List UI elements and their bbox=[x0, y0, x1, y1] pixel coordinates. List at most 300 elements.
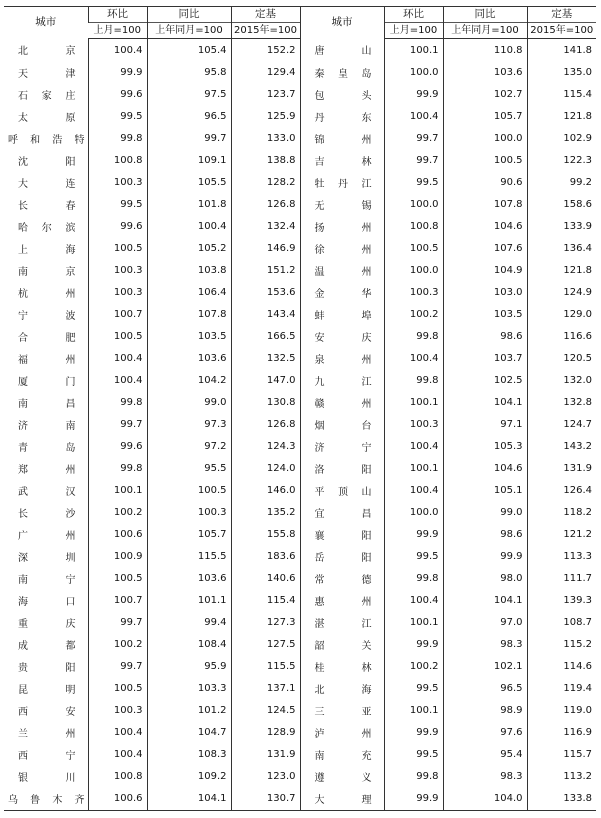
city-name-cell: 扬州 bbox=[300, 215, 384, 237]
yoy-index-cell: 103.5 bbox=[443, 303, 527, 325]
city-name-cell: 大连 bbox=[18, 178, 76, 190]
yoy-index-cell: 103.6 bbox=[147, 567, 231, 589]
mom-index-cell: 100.9 bbox=[88, 545, 147, 567]
yoy-index-cell: 95.5 bbox=[147, 457, 231, 479]
base-index-cell: 136.4 bbox=[527, 237, 596, 259]
city-name-cell: 南昌 bbox=[18, 398, 76, 410]
city-name-cell: 烟台 bbox=[300, 413, 384, 435]
base-index-cell: 135.0 bbox=[527, 61, 596, 83]
yoy-index-cell: 107.8 bbox=[147, 303, 231, 325]
base-index-cell: 121.8 bbox=[527, 259, 596, 281]
yoy-index-cell: 98.6 bbox=[443, 523, 527, 545]
city-name-cell: 成都 bbox=[18, 640, 76, 652]
mom-column-header-left: 环比 bbox=[88, 7, 147, 23]
yoy-index-cell: 100.0 bbox=[443, 127, 527, 149]
base-index-cell: 123.0 bbox=[231, 765, 300, 787]
base-index-cell: 131.9 bbox=[231, 743, 300, 765]
mom-index-cell: 100.1 bbox=[384, 39, 443, 62]
mom-index-cell: 99.9 bbox=[384, 633, 443, 655]
yoy-index-cell: 97.6 bbox=[443, 721, 527, 743]
mom-index-cell: 99.8 bbox=[384, 325, 443, 347]
table-row bbox=[4, 787, 596, 811]
base-index-cell: 166.5 bbox=[231, 325, 300, 347]
base-index-cell: 111.7 bbox=[527, 567, 596, 589]
table-row bbox=[4, 171, 596, 193]
city-name-cell: 长沙 bbox=[18, 508, 76, 520]
table-row bbox=[4, 413, 596, 435]
city-name-cell: 丹东 bbox=[300, 105, 384, 127]
mom-index-cell: 100.3 bbox=[88, 259, 147, 281]
mom-index-cell: 99.6 bbox=[88, 83, 147, 105]
base-index-cell: 146.9 bbox=[231, 237, 300, 259]
yoy-index-cell: 99.7 bbox=[147, 127, 231, 149]
yoy-base-label-left: 上年同月=100 bbox=[147, 23, 231, 39]
yoy-index-cell: 102.7 bbox=[443, 83, 527, 105]
base-index-cell: 115.2 bbox=[527, 633, 596, 655]
table-row bbox=[4, 435, 596, 457]
mom-index-cell: 100.4 bbox=[384, 347, 443, 369]
base-index-cell: 147.0 bbox=[231, 369, 300, 391]
table-row bbox=[4, 193, 596, 215]
yoy-index-cell: 106.4 bbox=[147, 281, 231, 303]
table-row bbox=[4, 61, 596, 83]
mom-base-label-left: 上月=100 bbox=[88, 23, 147, 39]
table-row bbox=[4, 633, 596, 655]
table-row bbox=[4, 523, 596, 545]
mom-index-cell: 99.9 bbox=[88, 61, 147, 83]
mom-index-cell: 99.8 bbox=[384, 369, 443, 391]
base-index-cell: 126.8 bbox=[231, 413, 300, 435]
base-index-cell: 124.7 bbox=[527, 413, 596, 435]
table-row bbox=[4, 105, 596, 127]
base-index-cell: 124.9 bbox=[527, 281, 596, 303]
base-index-cell: 130.7 bbox=[231, 787, 300, 811]
mom-index-cell: 100.8 bbox=[88, 149, 147, 171]
city-name-cell: 济南 bbox=[18, 420, 76, 432]
city-name-cell: 宁波 bbox=[18, 310, 76, 322]
base-index-cell: 155.8 bbox=[231, 523, 300, 545]
base-index-cell: 114.6 bbox=[527, 655, 596, 677]
city-name-cell: 西宁 bbox=[18, 750, 76, 762]
base-index-cell: 116.6 bbox=[527, 325, 596, 347]
base-index-cell: 141.8 bbox=[527, 39, 596, 62]
yoy-index-cell: 100.4 bbox=[147, 215, 231, 237]
table-row bbox=[4, 611, 596, 633]
base-index-cell: 151.2 bbox=[231, 259, 300, 281]
mom-index-cell: 100.4 bbox=[88, 721, 147, 743]
table-row bbox=[4, 457, 596, 479]
city-name-cell: 西安 bbox=[18, 706, 76, 718]
city-name-cell: 温州 bbox=[300, 259, 384, 281]
mom-index-cell: 99.7 bbox=[384, 127, 443, 149]
yoy-index-cell: 98.3 bbox=[443, 633, 527, 655]
base-index-cell: 133.9 bbox=[527, 215, 596, 237]
mom-index-cell: 99.9 bbox=[384, 523, 443, 545]
base-index-cell: 119.4 bbox=[527, 677, 596, 699]
city-name-cell: 乌鲁木齐 bbox=[4, 787, 88, 811]
yoy-index-cell: 105.7 bbox=[443, 105, 527, 127]
base-index-cell: 128.2 bbox=[231, 171, 300, 193]
city-name-cell: 吉林 bbox=[300, 149, 384, 171]
base-index-cell: 127.5 bbox=[231, 633, 300, 655]
base-index-cell: 120.5 bbox=[527, 347, 596, 369]
mom-index-cell: 100.1 bbox=[384, 391, 443, 413]
yoy-index-cell: 98.9 bbox=[443, 699, 527, 721]
yoy-index-cell: 107.6 bbox=[443, 237, 527, 259]
city-column-header-right: 城市 bbox=[300, 7, 384, 39]
mom-index-cell: 100.2 bbox=[384, 655, 443, 677]
city-column-header-left: 城市 bbox=[4, 7, 88, 39]
yoy-index-cell: 109.2 bbox=[147, 765, 231, 787]
city-name-cell: 锦州 bbox=[300, 127, 384, 149]
city-name-cell: 韶关 bbox=[300, 633, 384, 655]
yoy-index-cell: 103.0 bbox=[443, 281, 527, 303]
city-name-cell: 包头 bbox=[300, 83, 384, 105]
city-name-cell: 桂林 bbox=[300, 655, 384, 677]
mom-index-cell: 99.5 bbox=[384, 677, 443, 699]
table-row bbox=[4, 391, 596, 413]
base-index-cell: 133.8 bbox=[527, 787, 596, 811]
yoy-index-cell: 104.0 bbox=[443, 787, 527, 811]
table-row bbox=[4, 83, 596, 105]
mom-index-cell: 100.4 bbox=[384, 105, 443, 127]
yoy-index-cell: 105.5 bbox=[147, 171, 231, 193]
mom-index-cell: 100.6 bbox=[88, 787, 147, 811]
base-index-cell: 143.2 bbox=[527, 435, 596, 457]
base-index-cell: 133.0 bbox=[231, 127, 300, 149]
base-index-cell: 132.8 bbox=[527, 391, 596, 413]
base-index-cell: 138.8 bbox=[231, 149, 300, 171]
mom-index-cell: 99.5 bbox=[88, 193, 147, 215]
table-header bbox=[4, 7, 596, 39]
yoy-index-cell: 104.1 bbox=[443, 391, 527, 413]
city-name-cell: 湛江 bbox=[300, 611, 384, 633]
yoy-index-cell: 104.7 bbox=[147, 721, 231, 743]
table-row bbox=[4, 215, 596, 237]
mom-index-cell: 100.7 bbox=[88, 589, 147, 611]
mom-index-cell: 100.4 bbox=[88, 743, 147, 765]
city-name-cell: 天津 bbox=[18, 68, 76, 80]
city-name-cell: 遵义 bbox=[300, 765, 384, 787]
base-column-header-left: 定基 bbox=[231, 7, 300, 23]
yoy-index-cell: 105.2 bbox=[147, 237, 231, 259]
mom-index-cell: 100.5 bbox=[384, 237, 443, 259]
yoy-index-cell: 115.5 bbox=[147, 545, 231, 567]
base-index-cell: 122.3 bbox=[527, 149, 596, 171]
city-name-cell: 银川 bbox=[18, 772, 76, 784]
base-index-cell: 116.9 bbox=[527, 721, 596, 743]
city-name-cell: 厦门 bbox=[18, 376, 76, 388]
yoy-index-cell: 103.5 bbox=[147, 325, 231, 347]
yoy-index-cell: 99.4 bbox=[147, 611, 231, 633]
base-index-cell: 125.9 bbox=[231, 105, 300, 127]
city-name-cell: 呼和浩特 bbox=[8, 134, 85, 146]
price-index-table bbox=[4, 6, 596, 811]
city-name-cell: 济宁 bbox=[300, 435, 384, 457]
base-index-cell: 121.8 bbox=[527, 105, 596, 127]
yoy-index-cell: 98.0 bbox=[443, 567, 527, 589]
mom-index-cell: 99.5 bbox=[384, 545, 443, 567]
mom-index-cell: 100.4 bbox=[384, 589, 443, 611]
yoy-index-cell: 99.0 bbox=[147, 391, 231, 413]
yoy-index-cell: 96.5 bbox=[147, 105, 231, 127]
table-row bbox=[4, 501, 596, 523]
city-name-cell: 洛阳 bbox=[300, 457, 384, 479]
base-index-cell: 119.0 bbox=[527, 699, 596, 721]
yoy-index-cell: 98.3 bbox=[443, 765, 527, 787]
mom-index-cell: 100.2 bbox=[88, 633, 147, 655]
city-name-cell: 海口 bbox=[18, 596, 76, 608]
mom-index-cell: 100.5 bbox=[88, 567, 147, 589]
mom-index-cell: 100.2 bbox=[88, 501, 147, 523]
base-index-cell: 115.5 bbox=[231, 655, 300, 677]
base-index-cell: 126.8 bbox=[231, 193, 300, 215]
mom-index-cell: 99.8 bbox=[88, 391, 147, 413]
mom-index-cell: 100.0 bbox=[384, 61, 443, 83]
table-row bbox=[4, 743, 596, 765]
mom-index-cell: 100.5 bbox=[88, 677, 147, 699]
yoy-index-cell: 105.1 bbox=[443, 479, 527, 501]
city-name-cell: 贵阳 bbox=[18, 662, 76, 674]
mom-index-cell: 99.8 bbox=[384, 765, 443, 787]
mom-index-cell: 100.3 bbox=[88, 281, 147, 303]
yoy-column-header-right: 同比 bbox=[443, 7, 527, 23]
mom-index-cell: 100.4 bbox=[88, 347, 147, 369]
city-name-cell: 泸州 bbox=[300, 721, 384, 743]
table-row bbox=[4, 149, 596, 171]
city-name-cell: 福州 bbox=[18, 354, 76, 366]
table-row bbox=[4, 589, 596, 611]
yoy-index-cell: 100.5 bbox=[147, 479, 231, 501]
mom-index-cell: 100.1 bbox=[384, 457, 443, 479]
base-index-cell: 124.5 bbox=[231, 699, 300, 721]
city-name-cell: 石家庄 bbox=[18, 90, 76, 102]
base-base-label-right: 2015年=100 bbox=[527, 23, 596, 39]
table-row bbox=[4, 721, 596, 743]
mom-index-cell: 99.5 bbox=[88, 105, 147, 127]
yoy-index-cell: 108.3 bbox=[147, 743, 231, 765]
base-index-cell: 132.0 bbox=[527, 369, 596, 391]
base-index-cell: 132.5 bbox=[231, 347, 300, 369]
yoy-index-cell: 99.0 bbox=[443, 501, 527, 523]
city-name-cell: 惠州 bbox=[300, 589, 384, 611]
yoy-index-cell: 105.4 bbox=[147, 39, 231, 62]
mom-index-cell: 100.6 bbox=[88, 523, 147, 545]
base-index-cell: 113.2 bbox=[527, 765, 596, 787]
base-index-cell: 126.4 bbox=[527, 479, 596, 501]
mom-index-cell: 100.3 bbox=[384, 413, 443, 435]
city-name-cell: 兰州 bbox=[18, 728, 76, 740]
city-name-cell: 广州 bbox=[18, 530, 76, 542]
table-row bbox=[4, 39, 596, 62]
yoy-index-cell: 101.1 bbox=[147, 589, 231, 611]
base-index-cell: 115.7 bbox=[527, 743, 596, 765]
yoy-index-cell: 97.1 bbox=[443, 413, 527, 435]
yoy-index-cell: 107.8 bbox=[443, 193, 527, 215]
base-index-cell: 124.0 bbox=[231, 457, 300, 479]
mom-index-cell: 99.5 bbox=[384, 743, 443, 765]
base-index-cell: 139.3 bbox=[527, 589, 596, 611]
city-name-cell: 蚌埠 bbox=[300, 303, 384, 325]
mom-index-cell: 99.8 bbox=[88, 127, 147, 149]
yoy-index-cell: 104.6 bbox=[443, 215, 527, 237]
yoy-index-cell: 104.2 bbox=[147, 369, 231, 391]
city-name-cell: 深圳 bbox=[18, 552, 76, 564]
base-column-header-right: 定基 bbox=[527, 7, 596, 23]
city-name-cell: 南京 bbox=[18, 266, 76, 278]
city-name-cell: 九江 bbox=[300, 369, 384, 391]
table-row bbox=[4, 479, 596, 501]
yoy-column-header-left: 同比 bbox=[147, 7, 231, 23]
mom-index-cell: 99.7 bbox=[88, 655, 147, 677]
mom-base-label-right: 上月=100 bbox=[384, 23, 443, 39]
base-index-cell: 130.8 bbox=[231, 391, 300, 413]
base-index-cell: 124.3 bbox=[231, 435, 300, 457]
table-row bbox=[4, 699, 596, 721]
table-row bbox=[4, 259, 596, 281]
mom-index-cell: 100.1 bbox=[88, 479, 147, 501]
yoy-index-cell: 90.6 bbox=[443, 171, 527, 193]
city-name-cell: 襄阳 bbox=[300, 523, 384, 545]
city-name-cell: 秦皇岛 bbox=[300, 61, 384, 83]
yoy-index-cell: 103.8 bbox=[147, 259, 231, 281]
city-name-cell: 郑州 bbox=[18, 464, 76, 476]
base-index-cell: 132.4 bbox=[231, 215, 300, 237]
base-index-cell: 123.7 bbox=[231, 83, 300, 105]
base-index-cell: 183.6 bbox=[231, 545, 300, 567]
city-name-cell: 北海 bbox=[300, 677, 384, 699]
mom-index-cell: 99.5 bbox=[384, 171, 443, 193]
base-index-cell: 115.4 bbox=[527, 83, 596, 105]
mom-index-cell: 99.9 bbox=[384, 787, 443, 811]
mom-index-cell: 100.1 bbox=[384, 611, 443, 633]
mom-index-cell: 99.9 bbox=[384, 83, 443, 105]
city-name-cell: 唐山 bbox=[300, 39, 384, 62]
mom-index-cell: 100.5 bbox=[88, 325, 147, 347]
yoy-index-cell: 105.3 bbox=[443, 435, 527, 457]
mom-index-cell: 99.7 bbox=[88, 611, 147, 633]
city-name-cell: 徐州 bbox=[300, 237, 384, 259]
mom-index-cell: 99.7 bbox=[88, 413, 147, 435]
base-index-cell: 121.2 bbox=[527, 523, 596, 545]
yoy-index-cell: 97.0 bbox=[443, 611, 527, 633]
yoy-index-cell: 95.9 bbox=[147, 655, 231, 677]
city-name-cell: 金华 bbox=[300, 281, 384, 303]
base-index-cell: 135.2 bbox=[231, 501, 300, 523]
base-base-label-left: 2015年=100 bbox=[231, 23, 300, 39]
table-row bbox=[4, 369, 596, 391]
table-body bbox=[4, 39, 596, 811]
base-index-cell: 143.4 bbox=[231, 303, 300, 325]
base-index-cell: 129.0 bbox=[527, 303, 596, 325]
mom-index-cell: 100.0 bbox=[384, 259, 443, 281]
city-name-cell: 平顶山 bbox=[300, 479, 384, 501]
mom-index-cell: 99.8 bbox=[88, 457, 147, 479]
yoy-index-cell: 95.8 bbox=[147, 61, 231, 83]
table-row bbox=[4, 127, 596, 149]
mom-column-header-right: 环比 bbox=[384, 7, 443, 23]
base-index-cell: 99.2 bbox=[527, 171, 596, 193]
base-index-cell: 140.6 bbox=[231, 567, 300, 589]
base-index-cell: 113.3 bbox=[527, 545, 596, 567]
header-row-primary bbox=[4, 7, 596, 23]
yoy-index-cell: 101.2 bbox=[147, 699, 231, 721]
yoy-index-cell: 97.3 bbox=[147, 413, 231, 435]
mom-index-cell: 100.4 bbox=[384, 435, 443, 457]
yoy-index-cell: 110.8 bbox=[443, 39, 527, 62]
mom-index-cell: 99.8 bbox=[384, 567, 443, 589]
city-name-cell: 太原 bbox=[18, 112, 76, 124]
yoy-index-cell: 104.1 bbox=[147, 787, 231, 811]
city-name-cell: 武汉 bbox=[18, 486, 76, 498]
yoy-index-cell: 103.6 bbox=[147, 347, 231, 369]
yoy-index-cell: 95.4 bbox=[443, 743, 527, 765]
base-index-cell: 108.7 bbox=[527, 611, 596, 633]
city-name-cell: 重庆 bbox=[18, 618, 76, 630]
city-name-cell: 三亚 bbox=[300, 699, 384, 721]
city-name-cell: 宜昌 bbox=[300, 501, 384, 523]
base-index-cell: 115.4 bbox=[231, 589, 300, 611]
city-name-cell: 常德 bbox=[300, 567, 384, 589]
base-index-cell: 127.3 bbox=[231, 611, 300, 633]
yoy-index-cell: 100.5 bbox=[443, 149, 527, 171]
city-name-cell: 安庆 bbox=[300, 325, 384, 347]
base-index-cell: 146.0 bbox=[231, 479, 300, 501]
yoy-index-cell: 99.9 bbox=[443, 545, 527, 567]
table-row bbox=[4, 567, 596, 589]
base-index-cell: 158.6 bbox=[527, 193, 596, 215]
mom-index-cell: 100.5 bbox=[88, 237, 147, 259]
mom-index-cell: 100.0 bbox=[384, 193, 443, 215]
yoy-index-cell: 104.1 bbox=[443, 589, 527, 611]
table-row bbox=[4, 303, 596, 325]
mom-index-cell: 100.4 bbox=[88, 369, 147, 391]
table-row bbox=[4, 545, 596, 567]
city-name-cell: 南充 bbox=[300, 743, 384, 765]
base-index-cell: 128.9 bbox=[231, 721, 300, 743]
mom-index-cell: 100.8 bbox=[88, 765, 147, 787]
city-name-cell: 大理 bbox=[300, 787, 384, 811]
mom-index-cell: 99.7 bbox=[384, 149, 443, 171]
mom-index-cell: 99.6 bbox=[88, 215, 147, 237]
base-index-cell: 152.2 bbox=[231, 39, 300, 62]
yoy-index-cell: 103.3 bbox=[147, 677, 231, 699]
table-row bbox=[4, 281, 596, 303]
city-name-cell: 赣州 bbox=[300, 391, 384, 413]
city-name-cell: 昆明 bbox=[18, 684, 76, 696]
yoy-base-label-right: 上年同月=100 bbox=[443, 23, 527, 39]
yoy-index-cell: 102.5 bbox=[443, 369, 527, 391]
mom-index-cell: 100.0 bbox=[384, 501, 443, 523]
mom-index-cell: 99.9 bbox=[384, 721, 443, 743]
table-row bbox=[4, 655, 596, 677]
yoy-index-cell: 103.7 bbox=[443, 347, 527, 369]
yoy-index-cell: 104.6 bbox=[443, 457, 527, 479]
mom-index-cell: 100.3 bbox=[384, 281, 443, 303]
city-name-cell: 北京 bbox=[18, 46, 76, 58]
yoy-index-cell: 104.9 bbox=[443, 259, 527, 281]
city-name-cell: 上海 bbox=[18, 244, 76, 256]
city-name-cell: 泉州 bbox=[300, 347, 384, 369]
table-row bbox=[4, 677, 596, 699]
city-name-cell: 岳阳 bbox=[300, 545, 384, 567]
yoy-index-cell: 103.6 bbox=[443, 61, 527, 83]
table-row bbox=[4, 237, 596, 259]
mom-index-cell: 100.4 bbox=[88, 39, 147, 62]
city-name-cell: 牡丹江 bbox=[300, 171, 384, 193]
mom-index-cell: 100.7 bbox=[88, 303, 147, 325]
mom-index-cell: 100.3 bbox=[88, 699, 147, 721]
